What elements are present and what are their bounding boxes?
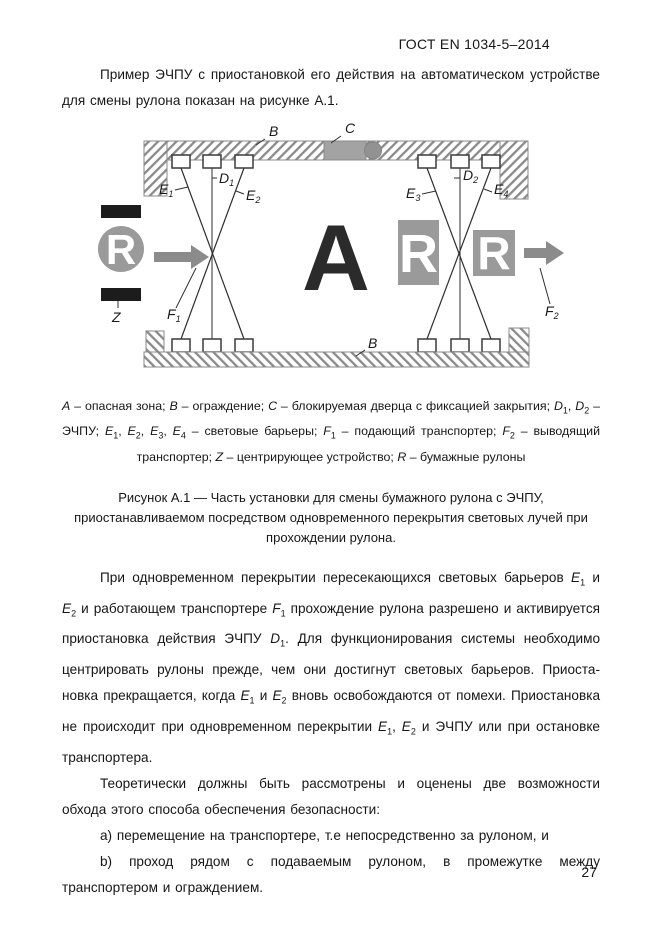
label-e3: $E_3$	[406, 185, 421, 203]
machine-diagram	[88, 118, 574, 380]
outfeed-arrow-f2	[524, 241, 564, 265]
figure-caption: Рисунок А.1 — Часть установки для смены бумажного рулона с ЭЧПУ, приостанавливаемом посредством одновременного перекрытия световых лучей при прохождении рулона.	[74, 489, 588, 545]
label-guard-top: B	[269, 123, 279, 139]
figure-legend: А – опасная зона; В – ограждение; С – блокируемая дверца с фиксацией закрытия; $D_1$, $D_2$ – ЭЧПУ; $E_1$, $E_2$, $E_3$, $E_4$ – световые барьеры; $F_1$ – подающий транспортер; $F_2$ – выводящий транспортер; Z – центрирующее устройство; R – бумажные рулоны	[62, 399, 601, 464]
label-e1: $E_1$	[159, 181, 174, 199]
page-number: 27	[581, 864, 597, 880]
paper-roll-mid-1	[398, 220, 439, 285]
label-d2: $D_2$	[463, 167, 479, 185]
roll-letter: R	[105, 226, 137, 273]
label-guard-bottom: B	[368, 335, 378, 351]
label-f2: $F_2$	[545, 303, 559, 321]
danger-zone-letter: A	[302, 205, 370, 310]
label-z: Z	[112, 309, 121, 325]
list-item-a: a) перемещение на транспортере, т.е непосредственно за рулоном, и	[100, 827, 549, 843]
paper-roll-in	[98, 226, 144, 273]
body-paragraph-1: При одновременном перекрытии пересекающихся световых барьеров $E_1$ и $E_2$ и работающем транспортере $F_1$ прохождение рулона разрешено и активируется приостановка действия ЭЧПУ $D_1$. Для функционирования системы необходимо центрировать рулоны прежде, чем они достигнут световых барьеров. Приоста-новка прекращается, когда $E_1$ и $E_2$ вновь освобождаются от помехи. Приостановка не происходит при одновременном перекрытии $E_1$, $E_2$ и ЭЧПУ или при остановке транспортера.	[62, 569, 601, 765]
body-paragraph-2: Теоретически должны быть рассмотрены и оценены две возможности обхода этого способа обеспечения безопасности:	[62, 775, 600, 817]
document-title: ГОСТ EN 1034-5–2014	[398, 36, 550, 52]
label-f1: $F_1$	[167, 306, 181, 324]
paper-roll-mid-2	[473, 227, 515, 279]
label-door-c: C	[345, 120, 356, 136]
infeed-arrow-f1	[154, 245, 209, 269]
list-item-b: b) проход рядом с подаваемым рулоном, в промежутке между транспортером и ограждением.	[62, 853, 600, 895]
interlocked-door	[324, 141, 382, 160]
guard-bottom	[144, 328, 529, 367]
svg-text:R: R	[399, 224, 438, 284]
figure-a1-diagram	[88, 118, 574, 380]
svg-text:R: R	[477, 227, 511, 279]
label-e2: $E_2$	[246, 187, 261, 205]
label-d1: $D_1$	[219, 170, 235, 188]
intro-paragraph: Пример ЭЧПУ с приостановкой его действия на автоматическом устройстве для смены рулона показан на рисунке А.1.	[62, 67, 600, 108]
label-e4: $E_4$	[494, 181, 509, 199]
sensors-bottom	[172, 339, 500, 352]
